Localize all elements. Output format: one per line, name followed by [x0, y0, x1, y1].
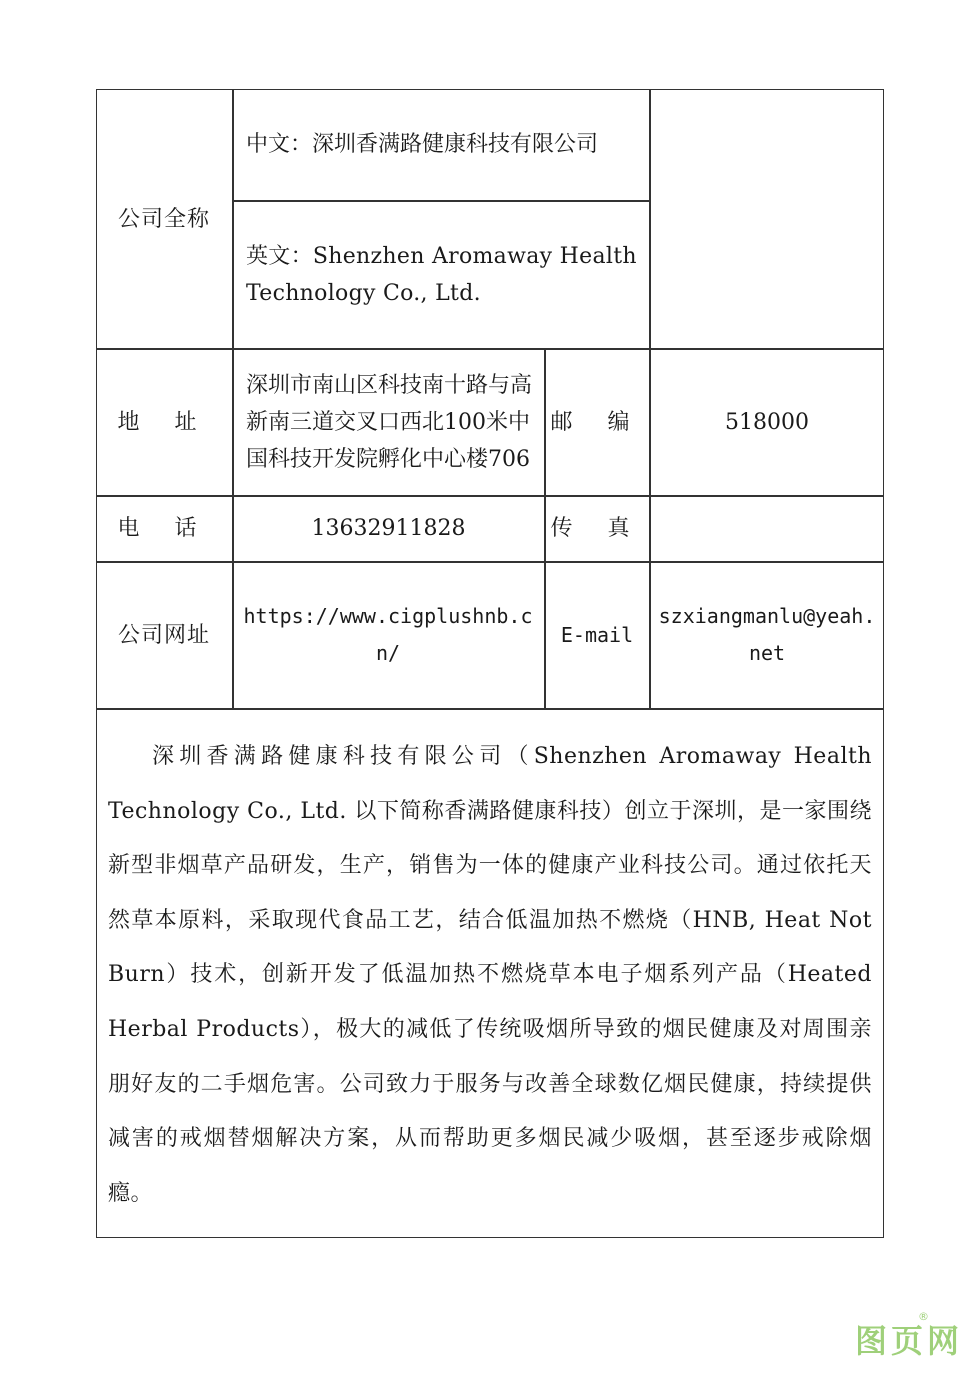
website-value[interactable]: https://www.cigplushnb.cn/ [243, 604, 533, 665]
fax-label: 传 真 [550, 516, 644, 541]
postcode-label: 邮 编 [550, 409, 644, 435]
col-divider-label [232, 89, 234, 709]
address-label: 地 址 [117, 409, 211, 435]
company-name-label: 公司全称 [117, 206, 210, 232]
email-label: E-mail [560, 622, 634, 647]
phone-label: 电 话 [117, 516, 211, 541]
address-value: 深圳市南山区科技南十路与高新南三道交叉口西北100米中国科技开发院孵化中心楼706 [246, 372, 533, 472]
phone-value: 13632911828 [311, 516, 466, 541]
website-label: 公司网址 [117, 622, 210, 648]
row-divider-description [96, 708, 884, 710]
email-value[interactable]: szxiangmanlu@yeah.net [658, 604, 876, 665]
registered-mark: ® [918, 1310, 929, 1323]
company-name-en: 英文：Shenzhen Aromaway Health Technology Co., Ltd. [246, 243, 637, 306]
watermark-logo: 图页网 [855, 1322, 964, 1360]
company-description: 深圳香满路健康科技有限公司（Shenzhen Aromaway Health Technology Co., Ltd. 以下简称香满路健康科技）创立于深圳，是一家围绕新型非烟草产品研发，生产，销售为一体的健康产业科技公司。通过依托天然草本原料，采取现代食品工艺，结合低温加热不燃烧（HNB, Heat Not Burn）技术，创新开发了低温加热不燃烧草本电子烟系列产品（Heated Herbal Products），极大的减低了传统吸烟所导致的烟民健康及对周围亲朋好友的二手烟危害。公司致力于服务与改善全球数亿烟民健康，持续提供减害的戒烟替烟解决方案，从而帮助更多烟民减少吸烟，甚至逐步戒除烟瘾。 [108, 744, 872, 1206]
postcode-value: 518000 [725, 409, 809, 435]
company-name-cn: 中文：深圳香满路健康科技有限公司 [246, 132, 599, 157]
fax-value [650, 496, 884, 561]
